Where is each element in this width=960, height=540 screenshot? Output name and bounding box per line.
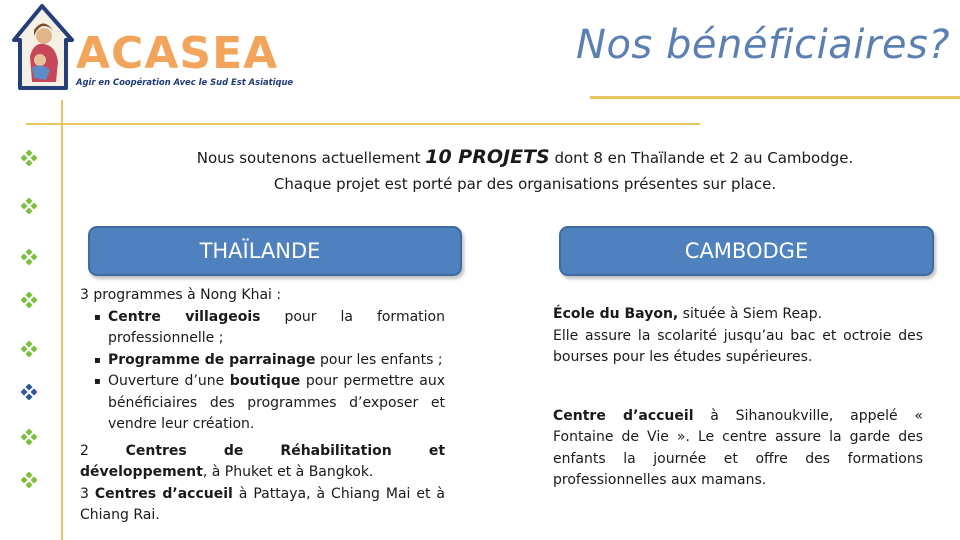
- list-item: [80, 350, 445, 372]
- centre-name: Centres de Réhabilitation et développement: [80, 442, 446, 480]
- four-petal-diamond-icon: [21, 150, 37, 166]
- spacer: [553, 369, 923, 406]
- square-bullet-icon: ▪: [94, 354, 101, 366]
- acasea-logo[interactable]: [10, 2, 294, 94]
- cambodia-content: [553, 304, 923, 492]
- title-underline: [590, 96, 960, 99]
- thailand-content: [80, 285, 445, 527]
- program-name: Centre villageois: [108, 308, 261, 325]
- four-petal-diamond-icon: [21, 198, 37, 214]
- four-petal-diamond-icon: [21, 292, 37, 308]
- horizontal-divider: [26, 123, 700, 125]
- centre-name: Centre d’accueil: [553, 407, 694, 424]
- bayon-school: [553, 304, 923, 326]
- intro-text: Nous soutenons actuellement: [196, 149, 426, 167]
- logo-wordmark: ACASEA: [76, 28, 279, 79]
- count-text: 2: [80, 442, 126, 459]
- house-mother-child-icon: [10, 2, 78, 92]
- logo-tagline: Agir en Coopération Avec le Sud Est Asiatique: [76, 77, 294, 87]
- centre-text: à Sihanoukville, appelé « Fontaine de Vie ». Le centre assure la garde des enfants la journée et offre des formations professionnelles aux mamans.: [553, 407, 923, 488]
- list-item: [80, 307, 445, 350]
- centre-text: à Pattaya, à Chiang Mai et à Chiang Rai.: [80, 485, 446, 523]
- thailand-header[interactable]: [88, 226, 462, 276]
- cambodia-header[interactable]: [559, 226, 934, 276]
- four-petal-diamond-icon: [21, 341, 37, 357]
- school-text: située à Siem Reap.: [678, 306, 823, 322]
- sihanoukville-centre: [553, 406, 923, 492]
- projects-count: 10 PROJETS: [425, 146, 550, 168]
- count-text: 3: [80, 485, 95, 502]
- intro-text: dont 8 en Thaïlande et 2 au Cambodge.: [549, 149, 854, 167]
- list-item: [80, 371, 445, 436]
- program-text: Ouverture d’une: [108, 373, 230, 389]
- program-name: Programme de parrainage: [108, 351, 316, 368]
- thailand-program-list: [80, 307, 445, 436]
- thailand-intro: 3 programmes à Nong Khai :: [80, 287, 282, 303]
- rehab-centres: [80, 441, 445, 484]
- four-petal-diamond-icon: [21, 384, 37, 400]
- square-bullet-icon: ▪: [94, 376, 101, 387]
- intro-line-2: Chaque projet est porté par des organisations présentes sur place.: [273, 175, 777, 193]
- school-name: École du Bayon,: [553, 306, 679, 322]
- four-petal-diamond-icon: [21, 249, 37, 265]
- centre-text: , à Phuket et à Bangkok.: [202, 464, 374, 480]
- square-bullet-icon: ▪: [94, 311, 101, 323]
- program-name: boutique: [229, 373, 301, 389]
- cambodia-header-label: CAMBODGE: [684, 239, 809, 263]
- thailand-header-label: THAÏLANDE: [199, 239, 321, 263]
- program-text: pour permettre aux bénéficiaires des programmes d’exposer et vendre leur création.: [108, 373, 445, 432]
- accueil-centres: [80, 484, 445, 527]
- four-petal-diamond-icon: [21, 472, 37, 488]
- program-text: pour les enfants ;: [315, 351, 443, 368]
- vertical-divider: [61, 100, 63, 540]
- page-title: Nos bénéficiaires?: [576, 22, 950, 68]
- program-text: pour la formation professionnelle ;: [108, 308, 445, 346]
- centre-name: Centres d’accueil: [94, 485, 233, 502]
- intro-line-1: [100, 146, 950, 168]
- bayon-description: Elle assure la scolarité jusqu’au bac et octroie des bourses pour les études supérieures.: [553, 327, 923, 365]
- four-petal-diamond-icon: [21, 429, 37, 445]
